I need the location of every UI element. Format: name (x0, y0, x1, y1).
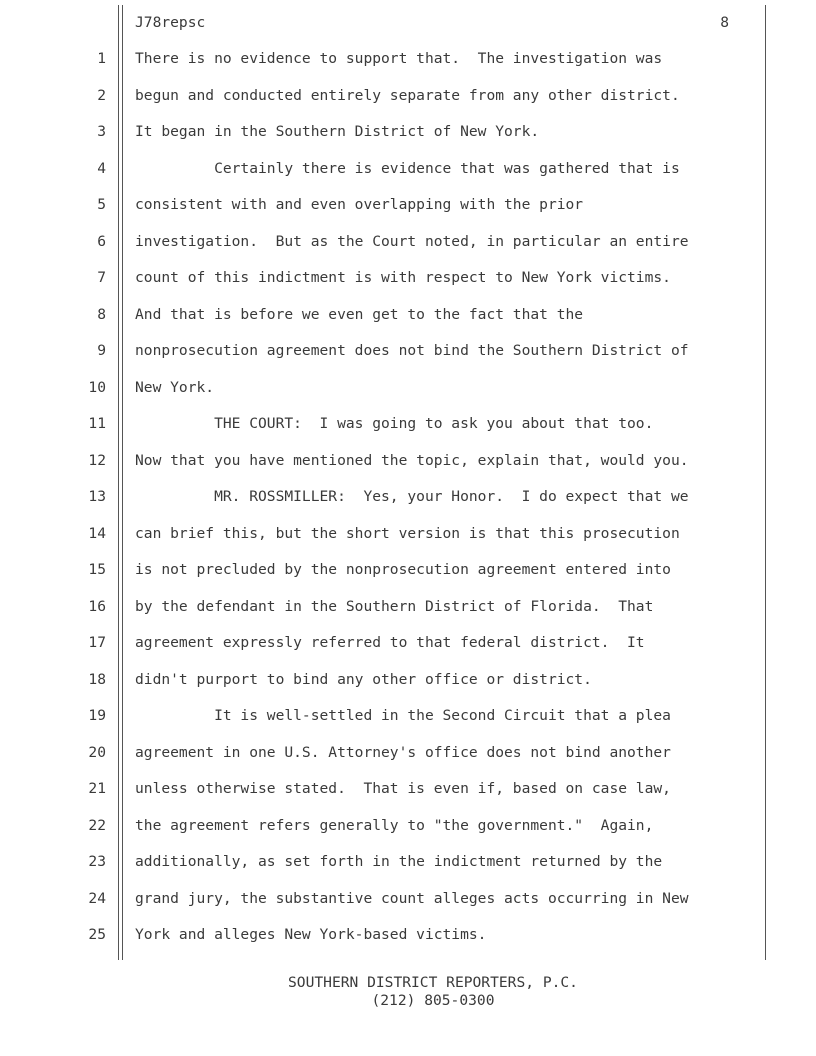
line-text: investigation. But as the Court noted, in particular an entire (135, 232, 689, 250)
line-text: THE COURT: I was going to ask you about that too. (135, 415, 654, 432)
line-number: 6 (97, 232, 106, 250)
line-number: 22 (88, 816, 106, 834)
line-number: 4 (97, 159, 106, 177)
line-number: 15 (88, 561, 106, 578)
line-number: 14 (88, 524, 106, 542)
transcript-line (0, 190, 816, 227)
line-text: by the defendant in the Southern District of Florida. That (135, 597, 654, 615)
line-text: agreement expressly referred to that federal district. It (135, 634, 645, 651)
reporter-name: SOUTHERN DISTRICT REPORTERS, P.C. (288, 974, 578, 991)
line-text: Now that you have mentioned the topic, explain that, would you. (135, 451, 689, 469)
line-text: additionally, as set forth in the indictment returned by the (135, 853, 663, 870)
transcript-line (0, 774, 816, 811)
line-number: 17 (88, 634, 106, 651)
page-footer (0, 974, 816, 1010)
transcript-line (0, 884, 816, 921)
transcript-line (0, 811, 816, 848)
line-number: 11 (88, 415, 106, 432)
line-number: 2 (97, 86, 106, 104)
line-number: 23 (88, 853, 106, 870)
line-text: consistent with and even overlapping with the prior (135, 196, 584, 213)
transcript-line (0, 154, 816, 191)
transcript-line (0, 409, 816, 446)
page-number: 8 (720, 14, 729, 31)
transcript-line (0, 592, 816, 629)
line-text: New York. (135, 378, 215, 396)
transcript-line (0, 847, 816, 884)
line-text: grand jury, the substantive count alleges acts occurring in New (135, 889, 689, 907)
transcript-line (0, 738, 816, 775)
line-text: York and alleges New York-based victims. (135, 926, 487, 943)
transcript-line (0, 701, 816, 738)
line-text: nonprosecution agreement does not bind the Southern District of (135, 342, 689, 359)
transcript-line (0, 555, 816, 592)
line-number: 5 (97, 196, 106, 213)
transcript-line (0, 373, 816, 410)
transcript-line (0, 920, 816, 957)
line-text: Certainly there is evidence that was gathered that is (135, 159, 680, 177)
transcript-line (0, 482, 816, 519)
line-text: begun and conducted entirely separate from any other district. (135, 86, 680, 104)
line-text: is not precluded by the nonprosecution agreement entered into (135, 561, 671, 578)
transcript-id: J78repsc (135, 14, 206, 31)
line-number: 18 (88, 670, 106, 688)
line-number: 25 (88, 926, 106, 943)
line-text: And that is before we even get to the fact that the (135, 305, 584, 323)
transcript-line (0, 519, 816, 556)
line-number: 24 (88, 889, 106, 907)
transcript-line (0, 117, 816, 154)
line-number: 1 (97, 50, 106, 67)
line-number: 9 (97, 342, 106, 359)
line-number: 8 (97, 305, 106, 323)
line-text: It is well-settled in the Second Circuit that a plea (135, 707, 671, 724)
line-number: 21 (88, 780, 106, 797)
line-number: 16 (88, 597, 106, 615)
line-text: There is no evidence to support that. The investigation was (135, 50, 663, 67)
transcript-line (0, 44, 816, 81)
line-text: count of this indictment is with respect to New York victims. (135, 269, 671, 286)
line-number: 13 (88, 488, 106, 505)
line-text: agreement in one U.S. Attorney's office does not bind another (135, 743, 671, 761)
transcript-line (0, 81, 816, 118)
transcript-line (0, 227, 816, 264)
transcript-line (0, 665, 816, 702)
transcript-line (0, 336, 816, 373)
line-text: It began in the Southern District of New York. (135, 123, 540, 140)
transcript-line (0, 446, 816, 483)
line-number: 7 (97, 269, 106, 286)
line-number: 10 (88, 378, 106, 396)
line-number: 19 (88, 707, 106, 724)
line-text: can brief this, but the short version is that this prosecution (135, 524, 680, 542)
line-text: didn't purport to bind any other office or district. (135, 670, 592, 688)
reporter-phone: (212) 805-0300 (371, 992, 495, 1009)
transcript-line (0, 628, 816, 665)
transcript-line (0, 300, 816, 337)
line-text: the agreement refers generally to "the government." Again, (135, 816, 654, 834)
line-number: 20 (88, 743, 106, 761)
transcript-line (0, 263, 816, 300)
line-text: unless otherwise stated. That is even if, based on case law, (135, 780, 671, 797)
line-text: MR. ROSSMILLER: Yes, your Honor. I do expect that we (135, 488, 689, 505)
line-number: 12 (88, 451, 106, 469)
line-number: 3 (97, 123, 106, 140)
